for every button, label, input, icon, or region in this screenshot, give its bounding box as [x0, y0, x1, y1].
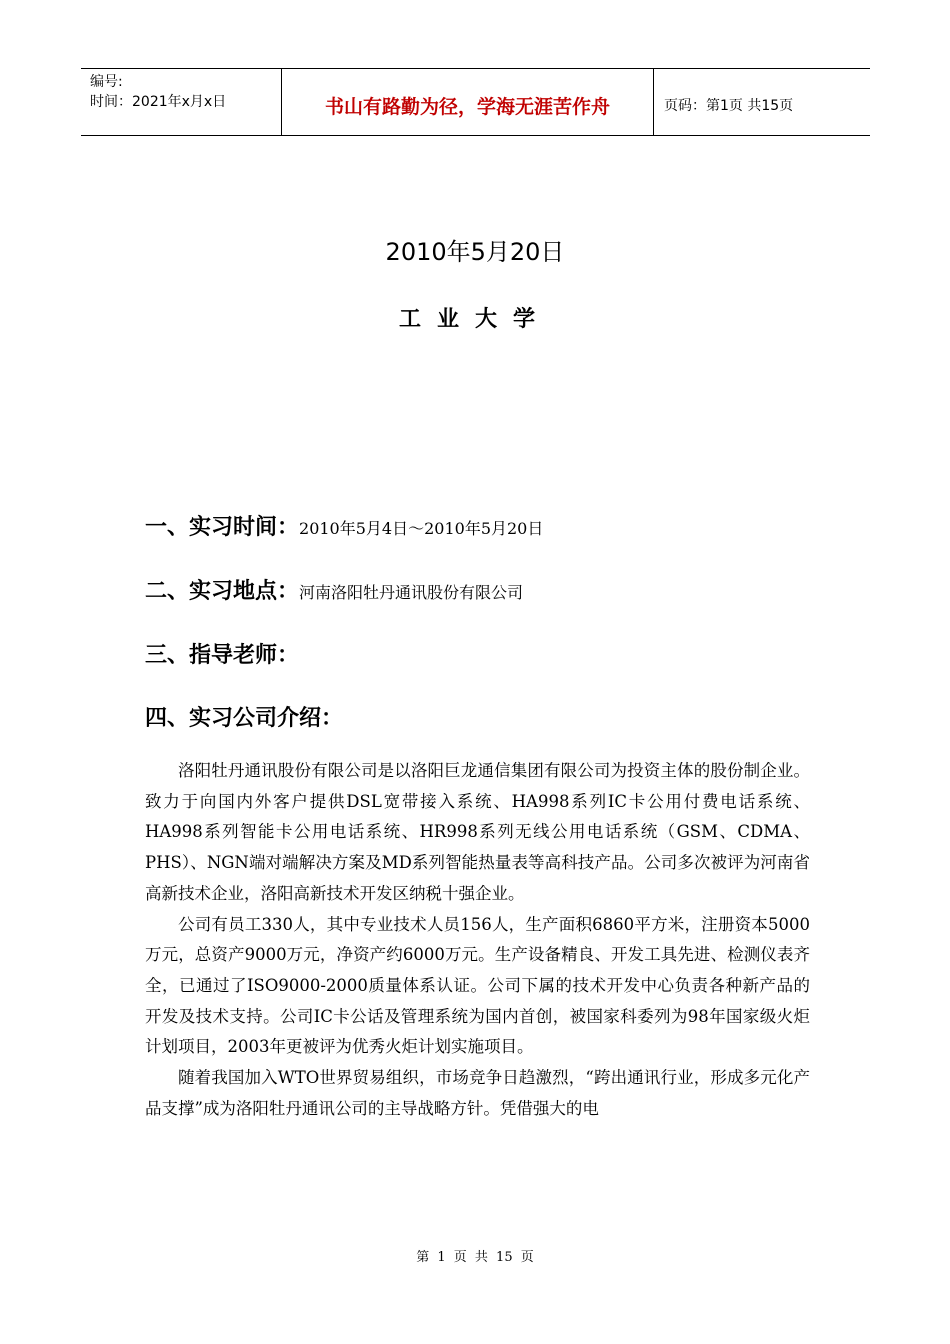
paragraph: 洛阳牡丹通讯股份有限公司是以洛阳巨龙通信集团有限公司为投资主体的股份制企业。致力于向国内外客户提供DSL宽带接入系统、HA998系列IC卡公用付费电话系统、HA998系列智能卡公用电话系统、HR998系列无线公用电话系统（GSM、CDMA、PHS）、NGN端对端解决方案及MD系列智能热量表等高科技产品。公司多次被评为河南省高新技术企业，洛阳高新技术开发区纳税十强企业。 — [145, 761, 810, 903]
cover-date: 2010年5月20日 — [385, 238, 565, 266]
section-internship-location — [145, 577, 825, 608]
section-internship-time — [145, 513, 825, 544]
page-footer: 第 1 页 共 15 页 — [416, 1250, 534, 1265]
header-number-label: 编号: — [90, 74, 123, 90]
paragraph: 公司有员工330人，其中专业技术人员156人，生产面积6860平方米，注册资本5000万元，总资产9000万元，净资产约6000万元。生产设备精良、开发工具先进、检测仪表齐全，已通过了ISO9000-2000质量体系认证。公司下属的技术开发中心负责各种新产品的开发及技术支持。公司IC卡公话及管理系统为国内首创，被国家科委列为98年国家级火炬计划项目，2003年更被评为优秀火炬计划实施项目。 — [145, 914, 810, 1057]
section-title: 二、实习地点： — [145, 579, 300, 604]
header-motto: 书山有路勤为径，学海无涯苦作舟 — [282, 69, 654, 135]
document-header — [81, 68, 870, 136]
company-intro-body — [145, 756, 810, 1124]
section-instructor — [145, 641, 825, 672]
header-meta-cell — [81, 69, 282, 135]
section-title: 四、实习公司介绍： — [145, 706, 344, 731]
paragraph: 随着我国加入WTO世界贸易组织，市场竞争日趋激烈，“跨出通讯行业，形成多元化产品支撑”成为洛阳牡丹通讯公司的主导战略方针。凭借强大的电 — [145, 1068, 810, 1118]
header-time-label: 时间：2021年x月x日 — [90, 94, 227, 110]
section-company-intro — [145, 704, 825, 735]
section-title: 三、指导老师： — [145, 643, 300, 668]
section-value: 河南洛阳牡丹通讯股份有限公司 — [299, 583, 524, 602]
header-page-label: 页码：第1页 共15页 — [664, 98, 794, 114]
section-value: 2010年5月4日～2010年5月20日 — [299, 519, 544, 538]
section-title: 一、实习时间： — [145, 515, 300, 540]
cover-school: 工业大学 — [398, 306, 551, 332]
